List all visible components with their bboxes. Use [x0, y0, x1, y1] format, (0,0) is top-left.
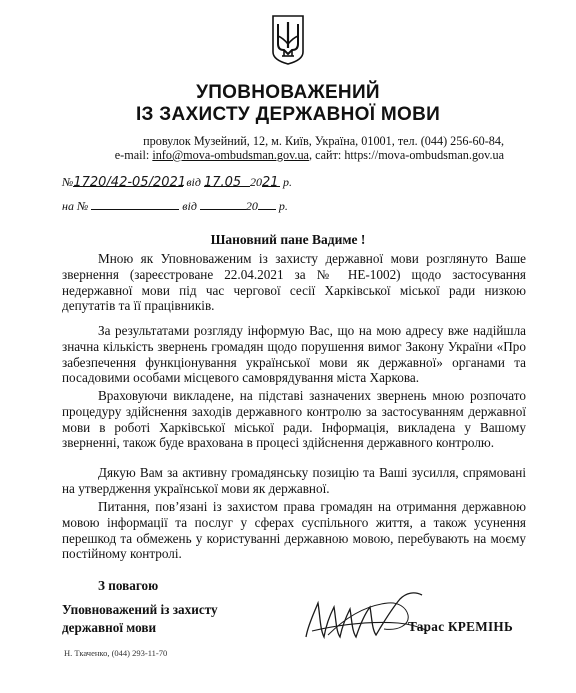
contact-line	[115, 148, 504, 162]
ref-year-label: р.	[282, 175, 292, 189]
paragraph-2: За результатами розгляду інформую Вас, що на мою адресу вже надійшла значна кількість звернень громадян щодо порушення вимог Закону України «Про забезпечення функціонування української мови як державної» органами та посадовими особами місцевого самоврядування міста Харкова.	[62, 323, 526, 386]
email-link[interactable]: info@mova-ombudsman.gov.ua	[152, 148, 309, 162]
org-title-line2: ІЗ ЗАХИСТУ ДЕРЖАВНОЇ МОВИ	[135, 104, 441, 125]
paragraph-4: Дякую Вам за активну громадянську позицію та Ваші зусилля, спрямовані на утвердження української мови як державної.	[62, 465, 526, 496]
ref-year-prefix: 20	[249, 175, 262, 189]
position-line1: Уповноважений із захисту	[62, 602, 218, 617]
paragraph-3: Враховуючи викладене, на підставі зазначених звернень мною розпочато процедуру здійснення заходів державного контролю за застосуванням державної мови в роботі Харківської міської ради. Інформація, викладена у Вашому зверненні, також буде врахована в процесі здійснення державного контролю.	[62, 388, 526, 451]
address-line: провулок Музейний, 12, м. Київ, Україна, 01001, тел. (044) 256-60-84,	[143, 134, 504, 148]
site-link[interactable]: https://mova-ombudsman.gov.ua	[344, 148, 504, 162]
paragraph-5: Питання, пов’язані із захистом права громадян на отримання державною мовою інформації та послуг у сферах суспільного життя, а також усунення перешкод та обмежень у користуванні державною мовою, перебувають на моєму постійному контролі.	[62, 499, 526, 562]
greeting: Шановний пане Вадиме !	[210, 232, 366, 247]
outgoing-reference	[62, 174, 292, 190]
incoming-date-label: від	[182, 199, 197, 213]
position-line2: державної мови	[62, 620, 157, 635]
outgoing-year-suffix: 21	[261, 175, 279, 190]
incoming-year-prefix: 20	[245, 199, 258, 213]
incoming-prefix: на №	[62, 199, 89, 213]
paragraph-1: Мною як Уповноваженим із захисту державної мови розглянуто Ваше звернення (зареєстроване 22.04.2021 за № НЕ-1002) щодо застосування недержавної мови під час чергової сесії Харківської міської ради низкою депутатів та її працівників.	[62, 251, 526, 314]
incoming-year-label: р.	[278, 199, 288, 213]
email-label: e-mail:	[114, 148, 150, 162]
ref-no-prefix: №	[62, 175, 74, 189]
incoming-reference	[62, 197, 288, 214]
outgoing-number: 1720/42-05/2021	[73, 175, 187, 190]
ref-date-label: від	[186, 175, 201, 189]
regards: З повагою	[98, 578, 159, 593]
handwritten-signature	[298, 585, 438, 647]
site-label: , сайт:	[308, 148, 342, 162]
trident-emblem-icon	[270, 14, 306, 66]
org-title-line1: УПОВНОВАЖЕНИЙ	[196, 82, 380, 103]
executor-note: Н. Ткаченко, (044) 293-11-70	[64, 648, 168, 658]
signer-name: Тарас КРЕМІНЬ	[408, 619, 514, 634]
outgoing-day-month: 17.05	[203, 175, 242, 190]
